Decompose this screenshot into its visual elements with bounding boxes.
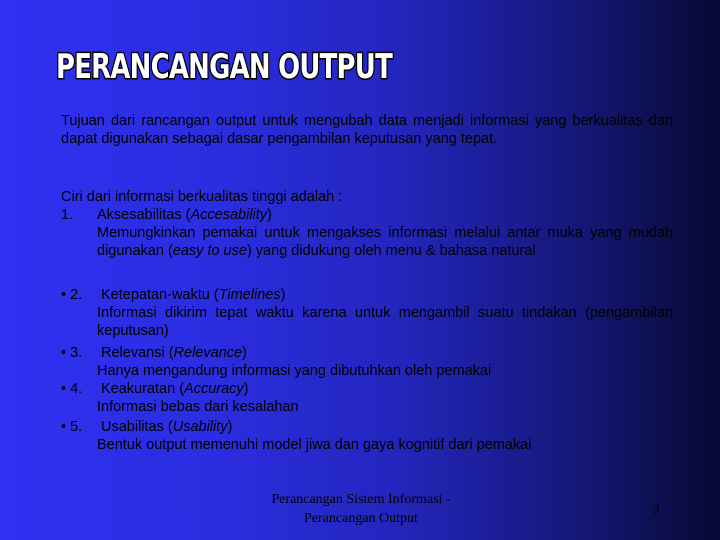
- item-heading-term: Usability: [172, 419, 228, 435]
- item-heading-term: Accesability: [190, 207, 268, 223]
- intro-paragraph: Tujuan dari rancangan output untuk mengubah data menjadi informasi yang berkualitas dan dapat digunakan sebagai dasar pengambilan keputusan yang tepat.: [61, 113, 673, 147]
- item-heading-close: ): [243, 381, 249, 397]
- page-number: 3: [652, 502, 660, 517]
- list-marker: 1.: [61, 207, 74, 223]
- item-description: Bentuk output memenuhi model jiwa dan gaya kognitif dari pemakai: [97, 437, 532, 453]
- item-heading-close: ): [242, 345, 247, 361]
- item-heading-term: Relevance: [173, 345, 243, 361]
- footer-line-2: Perancangan Output: [304, 511, 418, 526]
- item-description: Informasi dikirim tepat waktu karena untuk mengambil suatu tindakan (pengambilan keputusan): [97, 305, 673, 339]
- slide-title: [52, 34, 412, 94]
- item-description: Hanya mengandung informasi yang dibutuhkan oleh pemakai: [97, 363, 492, 379]
- slide-footer: [248, 490, 474, 528]
- slide-title-graphic: [52, 34, 412, 94]
- item-heading: [101, 418, 232, 436]
- item-heading-label: Relevansi (: [101, 345, 174, 361]
- item-heading-close: ): [267, 207, 272, 223]
- item-heading-label: Ketepatan-waktu (: [101, 287, 219, 303]
- item-heading-term: Timelines: [218, 287, 281, 303]
- list-marker: • 4.: [61, 381, 83, 397]
- item-description: [97, 224, 673, 260]
- item-heading-label: Usabilitas (: [101, 419, 173, 435]
- item-heading: [101, 286, 285, 304]
- footer-line-1: Perancangan Sistem Informasi -: [271, 492, 451, 507]
- item-heading-close: ): [280, 287, 286, 303]
- list-marker: • 3.: [61, 345, 83, 361]
- list-lead: Ciri dari informasi berkualitas tinggi adalah :: [61, 189, 343, 205]
- item-description-term: easy to use: [172, 243, 247, 259]
- item-description-text: Memungkinkan pemakai untuk mengakses informasi melalui antar muka yang mudah digunakan (: [97, 225, 673, 259]
- item-description: Informasi bebas dari kesalahan: [97, 399, 299, 415]
- item-heading: [101, 344, 247, 362]
- item-description-rest: ) yang didukung oleh menu & bahasa natural: [246, 243, 536, 259]
- item-heading: [97, 206, 272, 224]
- list-marker: • 5.: [61, 419, 83, 435]
- item-heading-label: Keakuratan (: [101, 381, 185, 397]
- item-heading: [101, 380, 249, 398]
- item-heading-term: Accuracy: [184, 381, 244, 397]
- item-heading-label: Aksesabilitas (: [97, 207, 191, 223]
- slide-title-text: PERANCANGAN OUTPUT: [56, 47, 394, 87]
- item-heading-close: ): [227, 419, 233, 435]
- list-marker: • 2.: [61, 287, 83, 303]
